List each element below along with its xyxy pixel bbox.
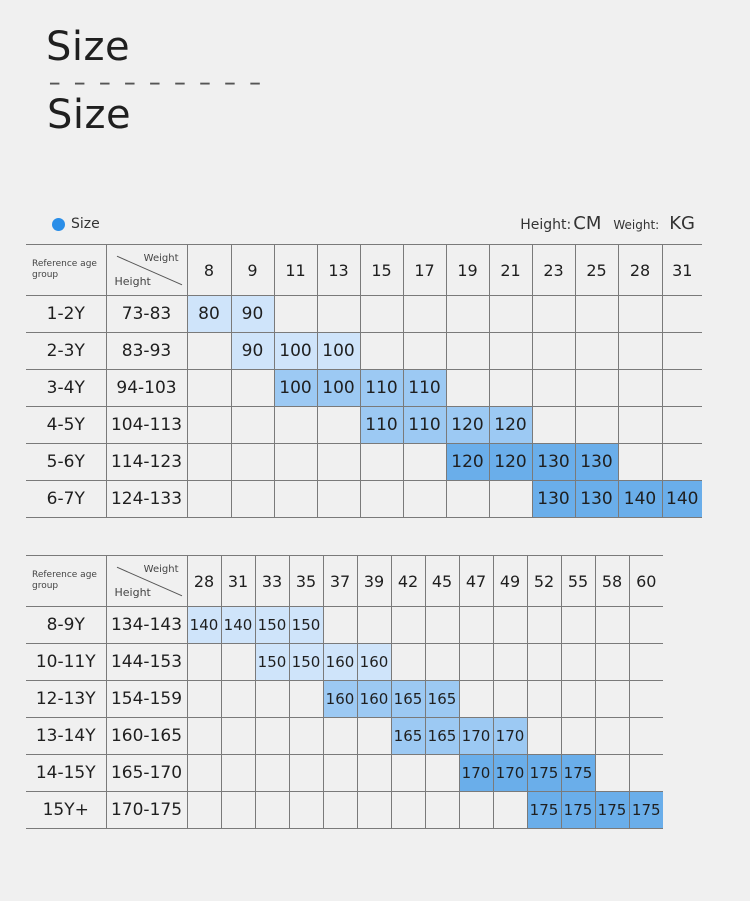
size-cell <box>391 644 425 681</box>
size-cell <box>662 333 702 370</box>
age-cell: 10-11Y <box>26 644 106 681</box>
size-cell <box>618 407 662 444</box>
page-subtitle: Size <box>47 92 132 138</box>
weight-header-cell: 21 <box>489 245 532 296</box>
weight-header-cell: 17 <box>403 245 446 296</box>
size-cell: 165 <box>391 681 425 718</box>
size-cell <box>618 296 662 333</box>
size-cell: 130 <box>575 481 618 518</box>
size-cell <box>561 607 595 644</box>
size-cell <box>489 333 532 370</box>
weight-header-cell: 37 <box>323 556 357 607</box>
weight-header-cell: 58 <box>595 556 629 607</box>
size-cell: 100 <box>274 333 317 370</box>
height-range-cell: 124-133 <box>106 481 187 518</box>
age-cell: 12-13Y <box>26 681 106 718</box>
size-cell: 175 <box>595 792 629 829</box>
size-cell <box>323 718 357 755</box>
size-cell <box>317 481 360 518</box>
size-cell <box>561 681 595 718</box>
size-cell <box>532 407 575 444</box>
weight-header-cell: 31 <box>662 245 702 296</box>
size-cell <box>459 607 493 644</box>
size-cell: 120 <box>489 407 532 444</box>
size-cell <box>595 607 629 644</box>
size-cell: 165 <box>425 718 459 755</box>
size-cell <box>618 370 662 407</box>
size-cell <box>187 370 231 407</box>
size-cell <box>493 681 527 718</box>
size-cell: 165 <box>425 681 459 718</box>
size-cell <box>187 792 221 829</box>
weight-header-cell: 15 <box>360 245 403 296</box>
size-cell <box>446 296 489 333</box>
table-row <box>26 407 702 444</box>
size-cell <box>575 370 618 407</box>
size-cell <box>274 481 317 518</box>
weight-label: Weight: <box>613 218 660 232</box>
height-range-cell: 160-165 <box>106 718 187 755</box>
size-cell <box>360 333 403 370</box>
age-cell: 3-4Y <box>26 370 106 407</box>
height-range-cell: 144-153 <box>106 644 187 681</box>
size-cell: 130 <box>532 444 575 481</box>
weight-header-cell: 45 <box>425 556 459 607</box>
size-cell: 140 <box>618 481 662 518</box>
size-cell <box>274 296 317 333</box>
size-cell: 90 <box>231 296 274 333</box>
size-cell: 120 <box>489 444 532 481</box>
size-cell <box>403 333 446 370</box>
size-cell <box>595 644 629 681</box>
size-cell <box>595 681 629 718</box>
size-cell <box>459 792 493 829</box>
page-title: Size <box>46 24 131 70</box>
size-cell <box>323 792 357 829</box>
size-cell: 175 <box>527 755 561 792</box>
size-cell <box>357 607 391 644</box>
size-cell <box>360 481 403 518</box>
age-cell: 2-3Y <box>26 333 106 370</box>
weight-axis-label: Weight <box>143 564 179 575</box>
weight-unit: KG <box>669 213 695 234</box>
size-cell <box>360 444 403 481</box>
size-cell <box>357 755 391 792</box>
weight-header-cell: 28 <box>187 556 221 607</box>
table-row <box>26 333 702 370</box>
size-cell: 175 <box>527 792 561 829</box>
size-cell <box>629 607 663 644</box>
size-cell <box>289 792 323 829</box>
size-cell: 175 <box>561 755 595 792</box>
size-cell: 150 <box>255 607 289 644</box>
weight-header-cell: 11 <box>274 245 317 296</box>
legend-label: Size <box>71 216 100 232</box>
size-cell <box>493 607 527 644</box>
weight-header-cell: 13 <box>317 245 360 296</box>
size-cell <box>221 755 255 792</box>
size-cell <box>629 644 663 681</box>
size-cell <box>575 407 618 444</box>
weight-height-header <box>106 556 187 607</box>
size-cell: 140 <box>187 607 221 644</box>
weight-header-cell: 60 <box>629 556 663 607</box>
size-cell <box>317 444 360 481</box>
size-cell <box>425 755 459 792</box>
size-cell <box>459 644 493 681</box>
size-cell <box>595 718 629 755</box>
height-axis-label: Height <box>114 586 151 599</box>
size-cell <box>532 333 575 370</box>
size-cell <box>221 681 255 718</box>
size-cell: 80 <box>187 296 231 333</box>
size-cell: 175 <box>561 792 595 829</box>
size-cell: 160 <box>357 644 391 681</box>
size-cell <box>289 681 323 718</box>
size-cell: 100 <box>317 370 360 407</box>
height-range-cell: 114-123 <box>106 444 187 481</box>
size-cell <box>323 607 357 644</box>
size-cell <box>231 481 274 518</box>
size-cell: 90 <box>231 333 274 370</box>
size-cell: 160 <box>323 644 357 681</box>
size-cell <box>187 444 231 481</box>
size-cell: 120 <box>446 407 489 444</box>
size-cell <box>493 792 527 829</box>
size-cell: 110 <box>360 370 403 407</box>
size-cell <box>446 370 489 407</box>
size-cell <box>527 607 561 644</box>
size-cell <box>255 718 289 755</box>
table-row <box>26 644 663 681</box>
size-cell <box>289 755 323 792</box>
weight-header-cell: 42 <box>391 556 425 607</box>
legend-dot-icon <box>52 218 65 231</box>
size-cell: 110 <box>360 407 403 444</box>
size-cell <box>255 755 289 792</box>
size-cell: 170 <box>493 718 527 755</box>
size-cell <box>255 792 289 829</box>
size-cell <box>527 681 561 718</box>
size-cell <box>425 792 459 829</box>
table-row <box>26 718 663 755</box>
size-cell <box>489 370 532 407</box>
size-cell <box>618 444 662 481</box>
table-row <box>26 681 663 718</box>
table-row <box>26 607 663 644</box>
age-cell: 13-14Y <box>26 718 106 755</box>
size-cell <box>391 755 425 792</box>
size-cell <box>357 792 391 829</box>
size-cell: 150 <box>289 607 323 644</box>
size-cell: 175 <box>629 792 663 829</box>
size-cell <box>532 370 575 407</box>
height-range-cell: 73-83 <box>106 296 187 333</box>
height-range-cell: 154-159 <box>106 681 187 718</box>
size-cell: 100 <box>274 370 317 407</box>
size-cell: 140 <box>221 607 255 644</box>
height-range-cell: 170-175 <box>106 792 187 829</box>
size-cell <box>489 481 532 518</box>
size-cell: 170 <box>493 755 527 792</box>
height-unit: CM <box>573 213 602 234</box>
size-cell: 160 <box>323 681 357 718</box>
weight-header-cell: 28 <box>618 245 662 296</box>
size-cell <box>403 481 446 518</box>
table-row <box>26 481 702 518</box>
size-cell <box>187 755 221 792</box>
age-cell: 8-9Y <box>26 607 106 644</box>
height-range-cell: 104-113 <box>106 407 187 444</box>
height-axis-label: Height <box>114 275 151 288</box>
weight-header-cell: 31 <box>221 556 255 607</box>
size-cell <box>187 407 231 444</box>
size-cell <box>629 755 663 792</box>
age-cell: 5-6Y <box>26 444 106 481</box>
age-cell: 1-2Y <box>26 296 106 333</box>
size-cell <box>425 607 459 644</box>
age-cell: 4-5Y <box>26 407 106 444</box>
size-cell <box>425 644 459 681</box>
size-cell: 150 <box>255 644 289 681</box>
size-cell <box>662 296 702 333</box>
weight-header-cell: 9 <box>231 245 274 296</box>
size-cell <box>595 755 629 792</box>
size-cell <box>561 644 595 681</box>
size-cell <box>289 718 323 755</box>
size-cell <box>317 296 360 333</box>
size-cell <box>317 407 360 444</box>
size-cell <box>255 681 289 718</box>
height-range-cell: 134-143 <box>106 607 187 644</box>
size-cell: 170 <box>459 718 493 755</box>
weight-header-cell: 25 <box>575 245 618 296</box>
weight-header-cell: 52 <box>527 556 561 607</box>
age-cell: 6-7Y <box>26 481 106 518</box>
weight-axis-label: Weight <box>143 253 179 264</box>
size-cell <box>221 718 255 755</box>
size-cell <box>187 481 231 518</box>
size-cell: 150 <box>289 644 323 681</box>
size-cell <box>323 755 357 792</box>
size-cell <box>561 718 595 755</box>
size-cell <box>662 407 702 444</box>
table-row <box>26 755 663 792</box>
size-cell: 130 <box>575 444 618 481</box>
height-label: Height: <box>520 217 572 233</box>
size-cell <box>459 681 493 718</box>
size-cell <box>274 444 317 481</box>
weight-header-cell: 23 <box>532 245 575 296</box>
size-cell <box>662 444 702 481</box>
size-cell <box>403 444 446 481</box>
size-cell <box>629 718 663 755</box>
units-legend <box>520 212 695 237</box>
size-cell <box>360 296 403 333</box>
table-row <box>26 792 663 829</box>
size-cell <box>629 681 663 718</box>
size-cell <box>391 792 425 829</box>
size-cell <box>231 407 274 444</box>
age-group-header: Reference age group <box>26 556 106 607</box>
size-cell <box>446 333 489 370</box>
size-cell <box>391 607 425 644</box>
size-cell <box>187 681 221 718</box>
header-row <box>26 556 663 607</box>
size-cell: 170 <box>459 755 493 792</box>
size-cell: 110 <box>403 370 446 407</box>
size-cell <box>532 296 575 333</box>
table-row <box>26 370 702 407</box>
size-cell <box>187 644 221 681</box>
size-cell <box>231 370 274 407</box>
size-cell <box>575 333 618 370</box>
header-row <box>26 245 702 296</box>
size-cell <box>357 718 391 755</box>
age-group-header: Reference age group <box>26 245 106 296</box>
size-cell <box>493 644 527 681</box>
size-cell <box>489 296 532 333</box>
size-cell <box>527 644 561 681</box>
weight-header-cell: 8 <box>187 245 231 296</box>
age-cell: 14-15Y <box>26 755 106 792</box>
size-cell <box>446 481 489 518</box>
decorative-fragment: ▔ ▔ ▔ ▔ ▔ ▔ ▔ ▔ ▔ <box>50 83 266 97</box>
weight-height-header <box>106 245 187 296</box>
height-range-cell: 165-170 <box>106 755 187 792</box>
weight-header-cell: 39 <box>357 556 391 607</box>
size-table-2 <box>26 555 663 829</box>
weight-header-cell: 35 <box>289 556 323 607</box>
size-cell <box>274 407 317 444</box>
size-table-1 <box>26 244 702 518</box>
size-cell <box>527 718 561 755</box>
size-cell <box>575 296 618 333</box>
weight-header-cell: 55 <box>561 556 595 607</box>
size-cell <box>403 296 446 333</box>
weight-header-cell: 47 <box>459 556 493 607</box>
size-cell <box>618 333 662 370</box>
table-row <box>26 444 702 481</box>
table-row <box>26 296 702 333</box>
size-cell: 160 <box>357 681 391 718</box>
size-cell: 130 <box>532 481 575 518</box>
size-cell: 165 <box>391 718 425 755</box>
size-cell <box>231 444 274 481</box>
size-cell: 100 <box>317 333 360 370</box>
size-cell <box>221 792 255 829</box>
age-cell: 15Y+ <box>26 792 106 829</box>
size-cell: 140 <box>662 481 702 518</box>
weight-header-cell: 49 <box>493 556 527 607</box>
size-cell <box>221 644 255 681</box>
size-cell <box>187 333 231 370</box>
size-cell <box>662 370 702 407</box>
height-range-cell: 83-93 <box>106 333 187 370</box>
size-cell <box>187 718 221 755</box>
weight-header-cell: 33 <box>255 556 289 607</box>
height-range-cell: 94-103 <box>106 370 187 407</box>
size-cell: 110 <box>403 407 446 444</box>
weight-header-cell: 19 <box>446 245 489 296</box>
size-cell: 120 <box>446 444 489 481</box>
